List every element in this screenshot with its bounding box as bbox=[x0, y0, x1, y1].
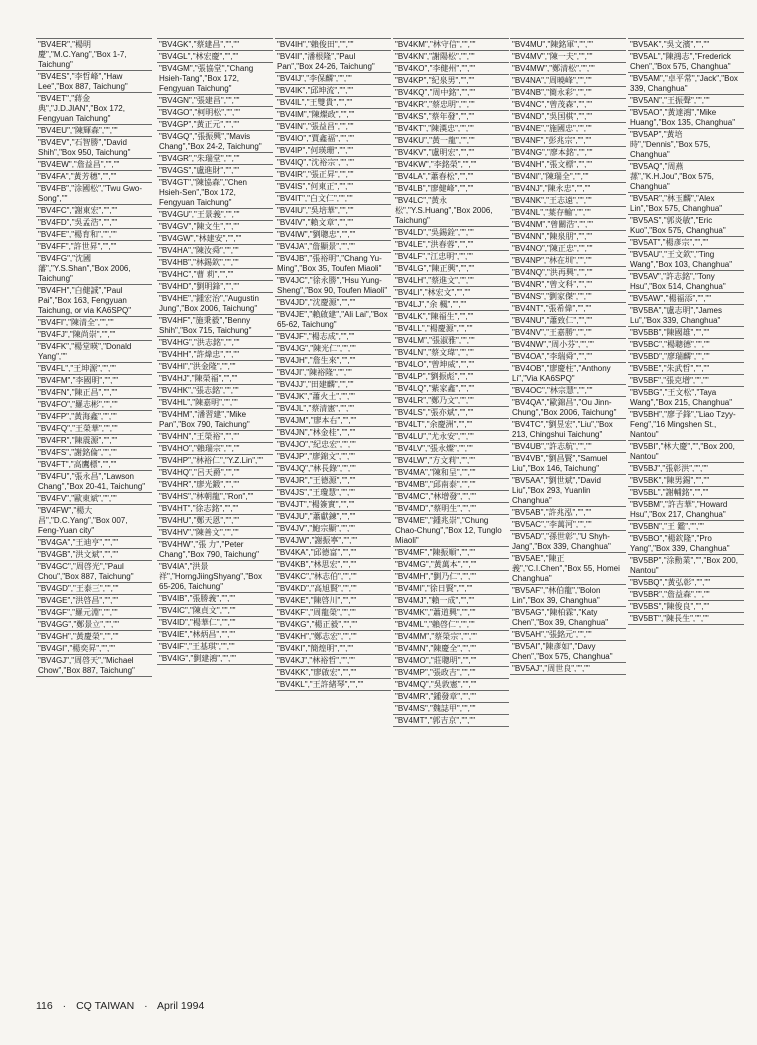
callsign-entry: "BV5AF","林伯龍","Bolon Lin","Box 39, Changhua" bbox=[510, 585, 626, 607]
callsign-entry: "BV4LJ","余 楓","","" bbox=[393, 299, 509, 311]
callsign-entry: "BV4HE","鍾宏治","Augustin Jung","Box 2006, Taichung" bbox=[157, 293, 273, 315]
callsign-entry: "BV5BK","陳男錫","","" bbox=[628, 475, 744, 487]
callsign-entry: "BV5BS","陳俊良","","" bbox=[628, 601, 744, 613]
callsign-entry: "BV4LP","劉振彪","","" bbox=[393, 371, 509, 383]
callsign-entry: "BV5AJ","周世良","","" bbox=[510, 663, 626, 675]
callsign-entry: "BV5BM","許吉華","Howard Hsu","Box 217, Changhua" bbox=[628, 499, 744, 521]
callsign-entry: "BV4GN","張建昌","","" bbox=[157, 95, 273, 107]
callsign-entry: "BV4KB","林思宏","","" bbox=[275, 559, 391, 571]
callsign-entry: "BV4MC","林增發","","" bbox=[393, 491, 509, 503]
callsign-entry: "BV5BB","陳國雄","","" bbox=[628, 327, 744, 339]
callsign-entry: "BV5AA","劉世斌","David Liu","Box 293, Yuanlin Changhua" bbox=[510, 475, 626, 507]
callsign-entry: "BV4ND","吳国棋","","" bbox=[510, 111, 626, 123]
callsign-entry: "BV4LN","蔡文瑋","","" bbox=[393, 347, 509, 359]
callsign-entry: "BV4NT","張希偉","","" bbox=[510, 303, 626, 315]
callsign-entry: "BV4JL","蔡清憲","","" bbox=[275, 403, 391, 415]
callsign-entry: "BV4GD","王泰三","","" bbox=[36, 583, 152, 595]
callsign-entry: "BV4KP","紀泉男","","" bbox=[393, 75, 509, 87]
callsign-entry: "BV4NQ","洪再興","","" bbox=[510, 267, 626, 279]
callsign-entry: "BV4GJ","周啓天","Michael Chow","Box 887, Taichung" bbox=[36, 655, 152, 677]
callsign-entry: "BV4KE","陳啓川","","" bbox=[275, 595, 391, 607]
callsign-entry: "BV5BC","楊聰德","","" bbox=[628, 339, 744, 351]
callsign-entry: "BV4JJ","田建麟","","" bbox=[275, 379, 391, 391]
callsign-entry: "BV4LF","江忠明","","" bbox=[393, 251, 509, 263]
callsign-entry: "BV4JA","詹顯景","","" bbox=[275, 241, 391, 253]
callsign-entry: "BV4NV","王嘉勝","","" bbox=[510, 327, 626, 339]
callsign-entry: "BV4HM","潘習建","Mike Pan","Box 790, Taichung" bbox=[157, 409, 273, 431]
callsign-entry: "BV4GO","柯明松","","" bbox=[157, 107, 273, 119]
callsign-entry: "BV4ML","賴啓仁","","" bbox=[393, 619, 509, 631]
callsign-entry: "BV4IE","林炳昌","","" bbox=[157, 629, 273, 641]
callsign-entry: "BV4HK","張志銘","","" bbox=[157, 385, 273, 397]
callsign-entry: "BV4ME","鍾兆崇","Chung Chao-Chung","Box 12, Tunglo Miaoli" bbox=[393, 515, 509, 547]
callsign-entry: "BV4NW","周小芬","","" bbox=[510, 339, 626, 351]
callsign-entry: "BV5AR","林玉麟","Alex Lin","Box 575, Changhua" bbox=[628, 193, 744, 215]
callsign-entry: "BV4NE","施國忠","","" bbox=[510, 123, 626, 135]
callsign-entry: "BV4IW","劉聰忠","","" bbox=[275, 229, 391, 241]
callsign-entry: "BV4JC","徐永勝","Hsu Yung-Sheng","Box 90, Toufen Miaoli" bbox=[275, 275, 391, 297]
callsign-entry: "BV4FU","張永昌","Lawson Chang","Box 20-41, Taichung" bbox=[36, 471, 152, 493]
callsign-entry: "BV5BE","朱武哲","","" bbox=[628, 363, 744, 375]
callsign-entry: "BV4NI","陳瑞全","","" bbox=[510, 171, 626, 183]
callsign-entry: "BV4NL","葉存輸","","" bbox=[510, 207, 626, 219]
callsign-entry: "BV5BI","林大慶","","Box 200, Nantou" bbox=[628, 441, 744, 463]
callsign-entry: "BV4FC","謝東宏","","" bbox=[36, 205, 152, 217]
callsign-entry: "BV4ID","楊華仁","","" bbox=[157, 617, 273, 629]
callsign-entry: "BV4IO","賈鑫福","","" bbox=[275, 133, 391, 145]
callsign-entry: "BV4IK","邱坤流","","" bbox=[275, 85, 391, 97]
callsign-entry: "BV4HL","陳嘉明","","" bbox=[157, 397, 273, 409]
page-number: 116 bbox=[36, 1000, 53, 1012]
callsign-entry: "BV4HB","林錫欽","","" bbox=[157, 257, 273, 269]
callsign-entry: "BV4GI","楊奕昇","","" bbox=[36, 643, 152, 655]
callsign-entry: "BV5BL","謝輔銘","","" bbox=[628, 487, 744, 499]
callsign-entry: "BV5AD","孫世彰","U Shyh-Jang","Box 339, Changhua" bbox=[510, 531, 626, 553]
callsign-entry: "BV4FI","陳清全","","" bbox=[36, 317, 152, 329]
callsign-entry: "BV5BD","廖瑞麟","","" bbox=[628, 351, 744, 363]
callsign-entry: "BV4KH","鄭志宏","","" bbox=[275, 631, 391, 643]
callsign-entry: "BV4JB","張裕明","Chang Yu-Ming","Box 35, Toufen Miaoli" bbox=[275, 253, 391, 275]
callsign-entry: "BV4OC","林宗慧","","" bbox=[510, 385, 626, 397]
callsign-entry: "BV4GT","陳協森","Chen Hsieh-Sen","Box 172, Fengyuan Taichung" bbox=[157, 177, 273, 209]
callsign-entry: "BV4GC","周啓光","Paul Chou","Box 887, Taichung" bbox=[36, 561, 152, 583]
callsign-entry: "BV4IA","洪景祥","HorngJiingShyang","Box 65-206, Taichung" bbox=[157, 561, 273, 593]
callsign-entry: "BV4HJ","陳榮福","","" bbox=[157, 373, 273, 385]
callsign-entry: "BV4FP","黃海鑫","","" bbox=[36, 411, 152, 423]
callsign-entry: "BV4GL","林宏慶","","" bbox=[157, 51, 273, 63]
callsign-entry: "BV4KO","李健州","","" bbox=[393, 63, 509, 75]
callsign-entry: "BV4LM","張淑雅","","" bbox=[393, 335, 509, 347]
callsign-entry: "BV4NF","彭兆宗","","" bbox=[510, 135, 626, 147]
callsign-entry: "BV5BQ","黃弘彰","","" bbox=[628, 577, 744, 589]
callsign-entry: "BV5BJ","張彰洪","","" bbox=[628, 463, 744, 475]
callsign-entry: "BV4LG","陳正興","","" bbox=[393, 263, 509, 275]
callsign-entry: "BV4MQ","吳敦憲","","" bbox=[393, 679, 509, 691]
callsign-entry: "BV4JP","廖錦文","","" bbox=[275, 451, 391, 463]
callsign-entry: "BV4KS","蔡年發","","" bbox=[393, 111, 509, 123]
callsign-entry: "BV4FN","陳正昌","","" bbox=[36, 387, 152, 399]
callsign-entry: "BV4NG","廖本銘","","" bbox=[510, 147, 626, 159]
callsign-entry: "BV4EV","石智勝","David Shih","Box 950, Taichung" bbox=[36, 137, 152, 159]
footer-separator: · bbox=[144, 1000, 148, 1012]
callsign-entry: "BV5BG","王文松","Taya Wang","Box 215, Changhua" bbox=[628, 387, 744, 409]
page-footer bbox=[36, 1000, 211, 1012]
callsign-entry: "BV4FM","李國明","","" bbox=[36, 375, 152, 387]
callsign-column-5 bbox=[510, 38, 626, 675]
callsign-entry: "BV4GV","陳文生","","" bbox=[157, 221, 273, 233]
callsign-entry: "BV5AC","李萬河","","" bbox=[510, 519, 626, 531]
callsign-entry: "BV4HI","洪金隆","","" bbox=[157, 361, 273, 373]
callsign-entry: "BV4EW","詹益昌","","" bbox=[36, 159, 152, 171]
callsign-entry: "BV4TC","劉昱宏","Liu","Box 213, Chingshui Taichung" bbox=[510, 419, 626, 441]
callsign-entry: "BV4KM","林守信","","" bbox=[393, 39, 509, 51]
callsign-entry: "BV4MD","蔡明生","","" bbox=[393, 503, 509, 515]
callsign-entry: "BV4MA","陳和呈","","" bbox=[393, 467, 509, 479]
callsign-entry: "BV4JR","王德源","","" bbox=[275, 475, 391, 487]
callsign-entry: "BV4IR","張正昇","","" bbox=[275, 169, 391, 181]
callsign-entry: "BV4JT","楊簽實","","" bbox=[275, 499, 391, 511]
callsign-entry: "BV4IS","何東正","","" bbox=[275, 181, 391, 193]
callsign-entry: "BV4GQ","張振興","Mavis Chang","Box 24-2, Taichung" bbox=[157, 131, 273, 153]
callsign-entry: "BV4MW","鄭清松","","" bbox=[510, 63, 626, 75]
callsign-entry: "BV4KC","林志伯","","" bbox=[275, 571, 391, 583]
callsign-entry: "BV5BP","涂勳業","","Box 200, Nantou" bbox=[628, 555, 744, 577]
callsign-entry: "BV4NB","簡永彩","","" bbox=[510, 87, 626, 99]
callsign-entry: "BV4IV","賴文章","","" bbox=[275, 217, 391, 229]
callsign-entry: "BV4KL","王許緒琴","","" bbox=[275, 679, 391, 691]
callsign-entry: "BV4LV","張永燦","","" bbox=[393, 443, 509, 455]
callsign-entry: "BV4FB","涂國松","Twu Gwo-Song","" bbox=[36, 183, 152, 205]
callsign-entry: "BV4NM","曾關浩","","" bbox=[510, 219, 626, 231]
callsign-entry: "BV4NJ","陳永忠","","" bbox=[510, 183, 626, 195]
callsign-entry: "BV4NU","蕭致仁","","" bbox=[510, 315, 626, 327]
callsign-entry: "BV4LQ","紫家鑫","","" bbox=[393, 383, 509, 395]
magazine-name: CQ TAIWAN bbox=[76, 1000, 135, 1012]
callsign-entry: "BV4IM","陳燦政","","" bbox=[275, 109, 391, 121]
callsign-entry: "BV4MF","陳振順","","" bbox=[393, 547, 509, 559]
callsign-entry: "BV4LR","鄭乃文","","" bbox=[393, 395, 509, 407]
callsign-entry: "BV4HR","廖光鍛","","" bbox=[157, 479, 273, 491]
callsign-entry: "BV4HP","林裕仁","Y.Z.Lin","" bbox=[157, 455, 273, 467]
callsign-entry: "BV4IQ","沈裕宗","","" bbox=[275, 157, 391, 169]
callsign-entry: "BV4NO","陳正忠","","" bbox=[510, 243, 626, 255]
callsign-entry: "BV4LW","方文莉","","" bbox=[393, 455, 509, 467]
callsign-entry: "BV4LU","尤永安","","" bbox=[393, 431, 509, 443]
callsign-entry: "BV4MS","魏誌甲","","" bbox=[393, 703, 509, 715]
callsign-column-6 bbox=[628, 38, 744, 625]
callsign-entry: "BV4LE","洪春蓉","","" bbox=[393, 239, 509, 251]
callsign-entry: "BV4FH","白健誠","Paul Pai","Box 163, Fengyuan Taichung, or via KA6SPQ" bbox=[36, 285, 152, 317]
callsign-entry: "BV4HO","賴瑞宗","","" bbox=[157, 443, 273, 455]
callsign-entry: "BV4HC","曹 莉","","" bbox=[157, 269, 273, 281]
callsign-entry: "BV4KN","謝陽松","","" bbox=[393, 51, 509, 63]
callsign-entry: "BV5AB","許兆泓","","" bbox=[510, 507, 626, 519]
callsign-entry: "BV4HW","張 力","Peter Chang","Box 790, Taichung" bbox=[157, 539, 273, 561]
callsign-entry: "BV5BA","盧志明","James Lu","Box 339, Changhua" bbox=[628, 305, 744, 327]
callsign-entry: "BV4IT","白文仁","","" bbox=[275, 193, 391, 205]
callsign-entry: "BV4JW","謝振寧","","" bbox=[275, 535, 391, 547]
callsign-entry: "BV4MI","徐日賢","","" bbox=[393, 583, 509, 595]
callsign-entry: "BV4JD","沈慶源","","" bbox=[275, 297, 391, 309]
callsign-entry: "BV4LB","廖健峰","","" bbox=[393, 183, 509, 195]
callsign-entry: "BV4NN","陳泉朋","","" bbox=[510, 231, 626, 243]
callsign-entry: "BV4FF","許世昇","","" bbox=[36, 241, 152, 253]
callsign-entry: "BV4MO","莊聰明","","" bbox=[393, 655, 509, 667]
callsign-column-4 bbox=[393, 38, 509, 727]
callsign-entry: "BV4KT","陳漢忠","","" bbox=[393, 123, 509, 135]
callsign-entry: "BV4FV","歐東斌","","" bbox=[36, 493, 152, 505]
callsign-entry: "BV4GF","羅元淵","","" bbox=[36, 607, 152, 619]
callsign-entry: "BV4JU","蕭獻鍊","","" bbox=[275, 511, 391, 523]
callsign-entry: "BV5AS","郭炎敏","Eric Kuo","Box 575, Changhua" bbox=[628, 215, 744, 237]
callsign-entry: "BV4LO","曾坤威","","" bbox=[393, 359, 509, 371]
callsign-entry: "BV4MT","郭吉京","","" bbox=[393, 715, 509, 727]
callsign-entry: "BV4MB","邱南泰","","" bbox=[393, 479, 509, 491]
callsign-entry: "BV4FS","謝銘倫","","" bbox=[36, 447, 152, 459]
callsign-entry: "BV4JG","陳光仁","","" bbox=[275, 343, 391, 355]
callsign-entry: "BV4GW","林建安","","" bbox=[157, 233, 273, 245]
callsign-entry: "BV5AK","吳文濱","","" bbox=[628, 39, 744, 51]
callsign-entry: "BV4JH","詹生來","","" bbox=[275, 355, 391, 367]
callsign-entry: "BV5BO","楊欽隆","Pro Yang","Box 339, Changhua" bbox=[628, 533, 744, 555]
callsign-entry: "BV4LS","張亦斌","","" bbox=[393, 407, 509, 419]
callsign-entry: "BV4HS","林朝龍","Ron","" bbox=[157, 491, 273, 503]
callsign-entry: "BV5AG","陳柏霖","Katy Chen","Box 39, Changhua" bbox=[510, 607, 626, 629]
callsign-entry: "BV4KI","簡煌明","","" bbox=[275, 643, 391, 655]
callsign-entry: "BV4KJ","林裕哲","","" bbox=[275, 655, 391, 667]
callsign-entry: "BV5AL","陳鴻志","Frederick Chen","Box 575, Changhua" bbox=[628, 51, 744, 73]
callsign-entry: "BV4HF","施秉毅","Benny Shih","Box 715, Taichung" bbox=[157, 315, 273, 337]
callsign-entry: "BV4IB","張勝義","","" bbox=[157, 593, 273, 605]
callsign-entry: "BV4IL","王雙貴","","" bbox=[275, 97, 391, 109]
callsign-entry: "BV4HH","許煒忠","","" bbox=[157, 349, 273, 361]
callsign-entry: "BV5AP","黃培時","Dennis","Box 575, Changhua" bbox=[628, 129, 744, 161]
callsign-entry: "BV4HU","鄭天恩","","" bbox=[157, 515, 273, 527]
callsign-entry: "BV5AV","許志銘","Tony Hsu","Box 514, Changhua" bbox=[628, 271, 744, 293]
callsign-entry: "BV4FO","羅志彬","","" bbox=[36, 399, 152, 411]
callsign-entry: "BV4FK","楊堂暎","Donald Yang","" bbox=[36, 341, 152, 363]
callsign-entry: "BV4FR","陳震源","","" bbox=[36, 435, 152, 447]
callsign-entry: "BV4HG","洪志銘","","" bbox=[157, 337, 273, 349]
callsign-entry: "BV5BF","張克增","","" bbox=[628, 375, 744, 387]
callsign-entry: "BV4JV","鮑宗顯","","" bbox=[275, 523, 391, 535]
callsign-entry: "BV5AI","陳彥如","Davy Chen","Box 575, Changhua" bbox=[510, 641, 626, 663]
callsign-entry: "BV4OA","李瑞舜","","" bbox=[510, 351, 626, 363]
callsign-entry: "BV4IF","王基琪","","" bbox=[157, 641, 273, 653]
callsign-entry: "BV4IG","劉建鴻","","" bbox=[157, 653, 273, 665]
callsign-entry: "BV4LD","吳錫銓","","" bbox=[393, 227, 509, 239]
callsign-entry: "BV4MK","蕭道興","","" bbox=[393, 607, 509, 619]
callsign-entry: "BV4GE","洪啓昌","","" bbox=[36, 595, 152, 607]
callsign-entry: "BV4VB","劉昌賢","Samuel Liu","Box 146, Taichung" bbox=[510, 453, 626, 475]
callsign-entry: "BV4KU","黃一龍","","" bbox=[393, 135, 509, 147]
callsign-entry: "BV4LK","陳福生","","" bbox=[393, 311, 509, 323]
callsign-entry: "BV4GH","黃慶榮","","" bbox=[36, 631, 152, 643]
callsign-entry: "BV4FQ","王榮華","","" bbox=[36, 423, 152, 435]
callsign-entry: "BV4FT","高鷹標","","" bbox=[36, 459, 152, 471]
callsign-entry: "BV4NC","曾茂森","","" bbox=[510, 99, 626, 111]
callsign-entry: "BV5AQ","周燕蓀","K.H.Jou","Box 575, Changhua" bbox=[628, 161, 744, 193]
callsign-entry: "BV5BN","王 鑑","","" bbox=[628, 521, 744, 533]
callsign-entry: "BV4MU","陳銘軍","","" bbox=[510, 39, 626, 51]
callsign-entry: "BV4JS","王瓊慧","","" bbox=[275, 487, 391, 499]
callsign-entry: "BV4ER","楊明慶","M.C.Yang","Box 1-7, Taichung" bbox=[36, 39, 152, 71]
callsign-entry: "BV4GK","蔡建昌","","" bbox=[157, 39, 273, 51]
callsign-entry: "BV4JI","陳裕隆","","" bbox=[275, 367, 391, 379]
callsign-column-1 bbox=[36, 38, 152, 677]
callsign-entry: "BV5BH","廖子鋒","Liao Tzyy-Feng","16 Mingshen St., Nantou" bbox=[628, 409, 744, 441]
callsign-entry: "BV4IU","吳培華","","" bbox=[275, 205, 391, 217]
callsign-entry: "BV4NR","曾文科","","" bbox=[510, 279, 626, 291]
callsign-entry: "BV4JM","廖本右","","" bbox=[275, 415, 391, 427]
callsign-entry: "BV4ET","蔣金典","J.D.JIAN","Box 172, Fengyuan Taichung" bbox=[36, 93, 152, 125]
callsign-entry: "BV4FJ","陳尚崇","","" bbox=[36, 329, 152, 341]
callsign-entry: "BV4JE","賴啟建","Ali Lai","Box 65-62, Taichung" bbox=[275, 309, 391, 331]
callsign-entry: "BV4MH","劉乃仁","","" bbox=[393, 571, 509, 583]
callsign-entry: "BV4MR","鍾發章","","" bbox=[393, 691, 509, 703]
callsign-entry: "BV4MJ","賴一成","","" bbox=[393, 595, 509, 607]
callsign-entry: "BV4GB","洪文斌","","" bbox=[36, 549, 152, 561]
issue-date: April 1994 bbox=[157, 1000, 205, 1012]
callsign-entry: "BV4HN","王榮裕","","" bbox=[157, 431, 273, 443]
callsign-entry: "BV4IC","陳貞文","","" bbox=[157, 605, 273, 617]
callsign-entry: "BV4MM","蔡榮宗","","" bbox=[393, 631, 509, 643]
callsign-entry: "BV4UB","許志航","","" bbox=[510, 441, 626, 453]
callsign-entry: "BV5AO","黃達鴻","Mike Huang","Box 135, Changhua" bbox=[628, 107, 744, 129]
callsign-entry: "BV5AU","王文欽","Ting Wang","Box 103, Changhua" bbox=[628, 249, 744, 271]
callsign-entry: "BV4NA","周曉峰","","" bbox=[510, 75, 626, 87]
callsign-entry: "BV5AE","陳正義","C.I.Chen","Box 55, Homei Changhua" bbox=[510, 553, 626, 585]
callsign-entry: "BV4II","潘根隆","Paul Pan","Box 24-26, Taichung" bbox=[275, 51, 391, 73]
callsign-entry: "BV4LT","余慶洲","","" bbox=[393, 419, 509, 431]
callsign-entry: "BV4NH","張文標","","" bbox=[510, 159, 626, 171]
callsign-entry: "BV4JO","紀忠宏","","" bbox=[275, 439, 391, 451]
callsign-entry: "BV4GA","王迪亨","","" bbox=[36, 537, 152, 549]
callsign-entry: "BV4JF","楊志成","","" bbox=[275, 331, 391, 343]
callsign-entry: "BV4KD","高旭賢","","" bbox=[275, 583, 391, 595]
callsign-entry: "BV5AT","楊彥宗","","" bbox=[628, 237, 744, 249]
callsign-entry: "BV4LI","林宏文","","" bbox=[393, 287, 509, 299]
footer-separator: · bbox=[62, 1000, 67, 1012]
callsign-entry: "BV4KV","盧明宏","","" bbox=[393, 147, 509, 159]
callsign-entry: "BV4FL","王坤源","","" bbox=[36, 363, 152, 375]
callsign-entry: "BV4GU","王景義","","" bbox=[157, 209, 273, 221]
callsign-entry: "BV5BT","陳長生","","" bbox=[628, 613, 744, 625]
callsign-entry: "BV4KG","楊正毅","","" bbox=[275, 619, 391, 631]
callsign-entry: "BV4FG","沈國藩","Y.S.Shan","Box 2006, Taichung" bbox=[36, 253, 152, 285]
callsign-entry: "BV4GR","朱瑞堂","","" bbox=[157, 153, 273, 165]
callsign-entry: "BV4ES","李哲峰","Haw Lee","Box 887, Taichung" bbox=[36, 71, 152, 93]
callsign-entry: "BV4KQ","周中銘","","" bbox=[393, 87, 509, 99]
callsign-entry: "BV4MG","黃萬本","","" bbox=[393, 559, 509, 571]
callsign-entry: "BV4JK","蕭火土","","" bbox=[275, 391, 391, 403]
callsign-column-3 bbox=[275, 38, 391, 691]
callsign-entry: "BV4HT","徐志銘","","" bbox=[157, 503, 273, 515]
callsign-entry: "BV4FW","楊大昌","D.C.Yang","Box 007, Feng-Yuan city" bbox=[36, 505, 152, 537]
callsign-entry: "BV5AM","卓平常","Jack","Box 339, Changhua" bbox=[628, 73, 744, 95]
callsign-entry: "BV4KF","周龍榮","","" bbox=[275, 607, 391, 619]
callsign-entry: "BV4GM","張協堂","Chang Hsieh-Tang","Box 172, Fengyuan Taichung" bbox=[157, 63, 273, 95]
callsign-entry: "BV4LH","蔡進文","","" bbox=[393, 275, 509, 287]
callsign-entry: "BV5BR","詹益森","","" bbox=[628, 589, 744, 601]
callsign-entry: "BV4IH","賴俊田","","" bbox=[275, 39, 391, 51]
callsign-entry: "BV5AN","王振聲","","" bbox=[628, 95, 744, 107]
callsign-entry: "BV4MV","陳一夫","","" bbox=[510, 51, 626, 63]
callsign-entry: "BV4JQ","林長錄","","" bbox=[275, 463, 391, 475]
callsign-entry: "BV4LL","楊慶源","","" bbox=[393, 323, 509, 335]
callsign-entry: "BV4GP","黃正元","","" bbox=[157, 119, 273, 131]
callsign-entry: "BV4NK","王志遠","","" bbox=[510, 195, 626, 207]
callsign-entry: "BV4IN","張益昌","","" bbox=[275, 121, 391, 133]
callsign-entry: "BV4KW","李銘榮","","" bbox=[393, 159, 509, 171]
callsign-entry: "BV4EU","陳輝森","","" bbox=[36, 125, 152, 137]
callsign-entry: "BV5AW","楊福添","","" bbox=[628, 293, 744, 305]
callsign-entry: "BV4HQ","呂天爵","","" bbox=[157, 467, 273, 479]
callsign-entry: "BV4FE","楊育和","","" bbox=[36, 229, 152, 241]
callsign-entry: "BV4MN","陳慶全","","" bbox=[393, 643, 509, 655]
callsign-entry: "BV4MP","張政吉","","" bbox=[393, 667, 509, 679]
callsign-entry: "BV4GS","盧進財","","" bbox=[157, 165, 273, 177]
callsign-entry: "BV4IP","何瑛珊","","" bbox=[275, 145, 391, 157]
callsign-entry: "BV4FA","黃芳穗","","" bbox=[36, 171, 152, 183]
callsign-entry: "BV4GG","鄭景立","","" bbox=[36, 619, 152, 631]
callsign-entry: "BV5AH","張銘元","","" bbox=[510, 629, 626, 641]
callsign-entry: "BV4NP","林在圳","","" bbox=[510, 255, 626, 267]
callsign-entry: "BV4HD","劉明鋒","","" bbox=[157, 281, 273, 293]
callsign-entry: "BV4IJ","李保麟","","" bbox=[275, 73, 391, 85]
callsign-entry: "BV4QA","歐錦昌","Ou Jinn-Chung","Box 2006, Taichung" bbox=[510, 397, 626, 419]
callsign-entry: "BV4NS","劉家傑","","" bbox=[510, 291, 626, 303]
callsign-entry: "BV4HA","陳汝舜","","" bbox=[157, 245, 273, 257]
callsign-column-2 bbox=[157, 38, 273, 665]
callsign-entry: "BV4OB","廖慶柱","Anthony Li","Via KA6SPQ" bbox=[510, 363, 626, 385]
callsign-entry: "BV4JN","林金桂","","" bbox=[275, 427, 391, 439]
callsign-entry: "BV4KA","邱德富","","" bbox=[275, 547, 391, 559]
callsign-entry: "BV4KR","蔡忠明","","" bbox=[393, 99, 509, 111]
callsign-entry: "BV4FD","吳孟浩","","" bbox=[36, 217, 152, 229]
callsign-entry: "BV4KK","廖啟宏","","" bbox=[275, 667, 391, 679]
callsign-entry: "BV4LA","蕭春松","","" bbox=[393, 171, 509, 183]
callsign-entry: "BV4LC","黃永松","Y.S.Huang","Box 2006, Taichung" bbox=[393, 195, 509, 227]
callsign-entry: "BV4HV","陳善文","","" bbox=[157, 527, 273, 539]
